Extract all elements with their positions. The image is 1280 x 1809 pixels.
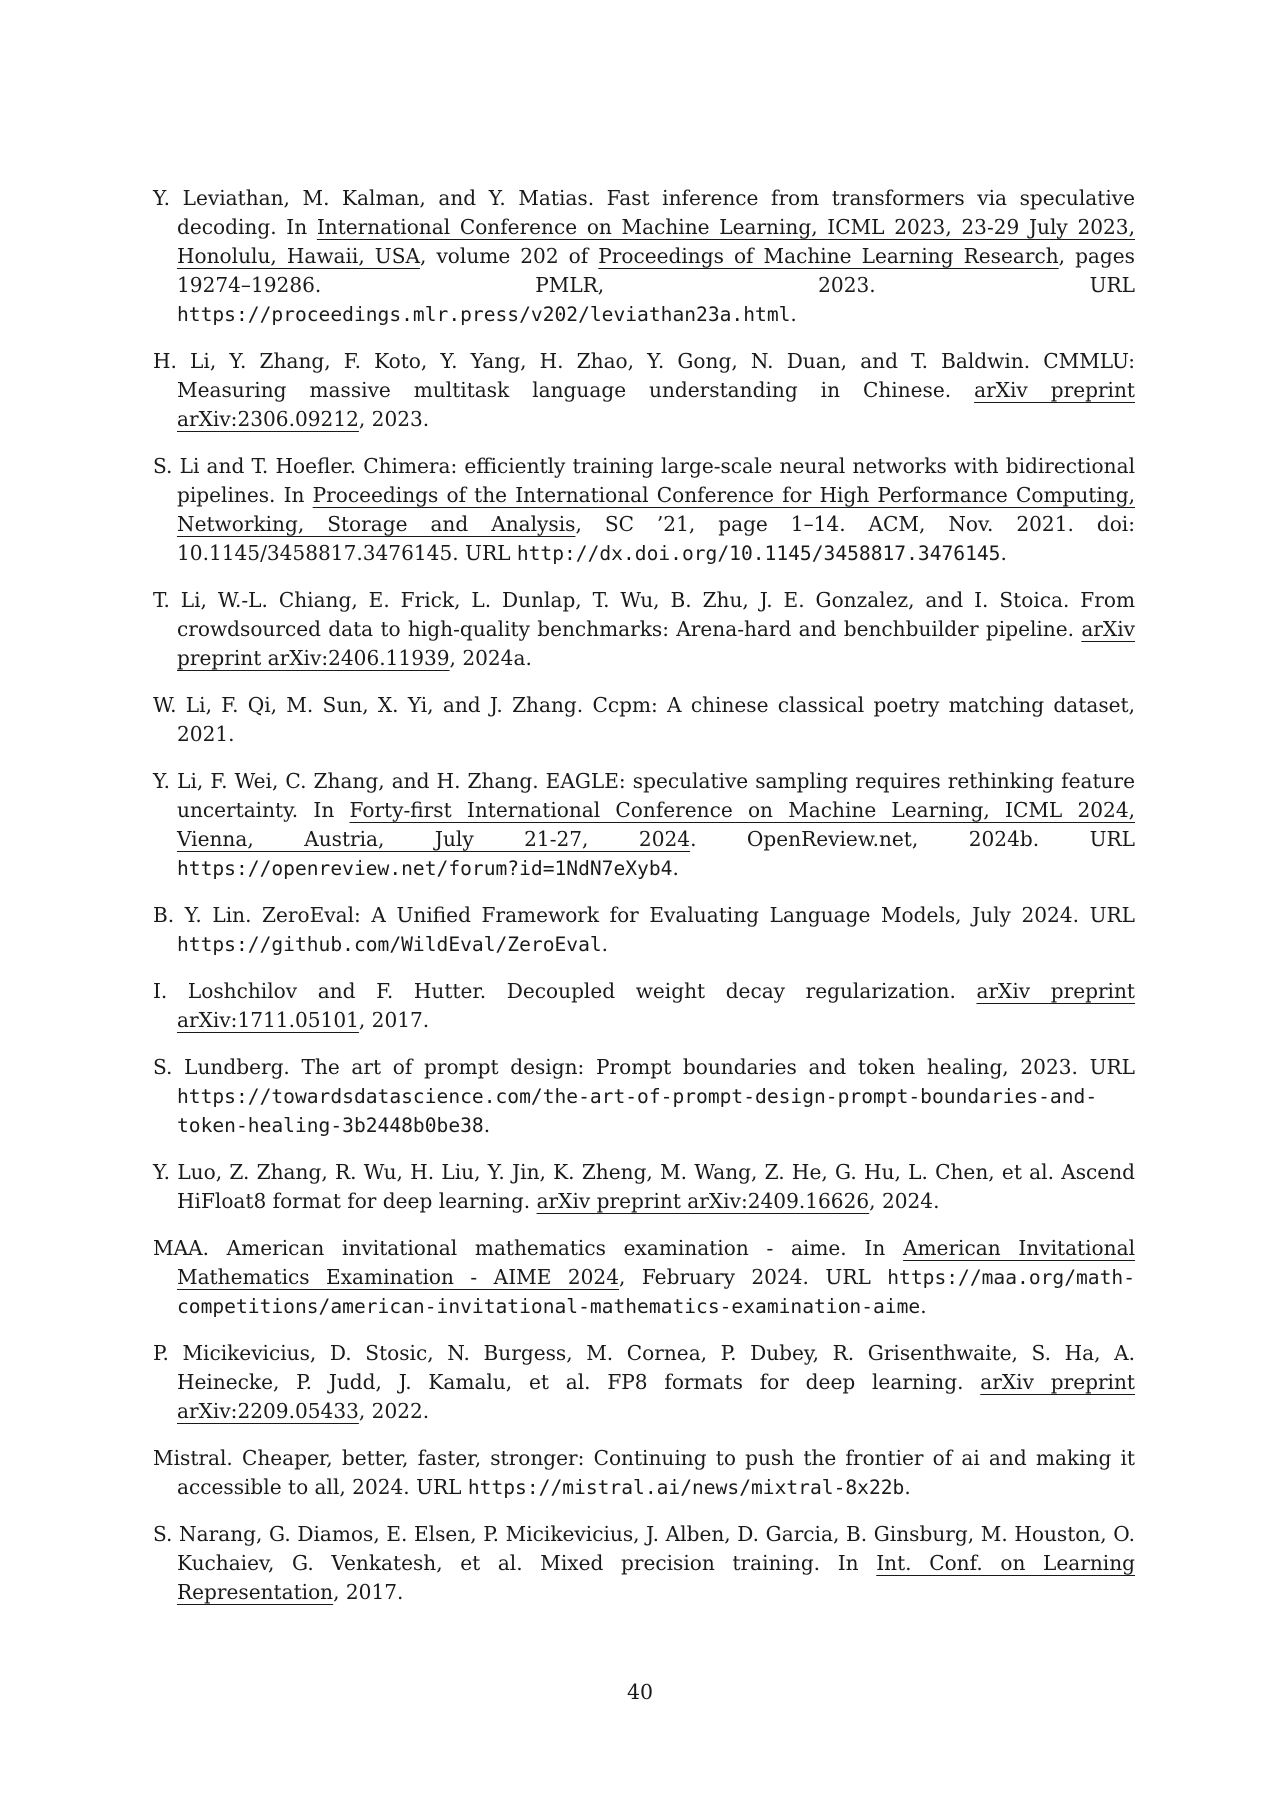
reference-text: S. Narang, G. Diamos, E. Elsen, P. Micikevicius, J. Alben, D. Garcia, B. Ginsburg, M. Houston, O. Kuchaiev, G. Venkatesh, et al. Mixed precision training. In: [153, 1522, 1135, 1575]
reference-text: , pages 19274–19286. PMLR, 2023. URL: [177, 244, 1135, 297]
reference-text: , 2024.: [869, 1189, 940, 1213]
venue-link[interactable]: Forty-first International Conference on Machine Learning, ICML 2024, Vienna, Austria, July 21-27, 2024: [177, 798, 1135, 851]
reference-text: S. Li and T. Hoefler. Chimera: efficiently training large-scale neural networks with bidirectional pipelines. In: [153, 454, 1135, 507]
venue-link[interactable]: American Invitational Mathematics Examination - AIME 2024: [177, 1236, 1136, 1289]
reference-entry: [153, 1444, 1135, 1502]
reference-text: Y. Li, F. Wei, C. Zhang, and H. Zhang. EAGLE: speculative sampling requires rethinking feature uncertainty. In: [153, 769, 1135, 822]
reference-text: .: [672, 856, 679, 880]
reference-list: [153, 184, 1135, 1625]
reference-text: .: [904, 1475, 911, 1499]
url-link[interactable]: https://maa.org/math-competitions/american-invitational-mathematics-examination-aime: [177, 1266, 1135, 1318]
venue-link[interactable]: International Conference on Machine Learning, ICML 2023, 23-29 July 2023, Honolulu, Hawaii, USA: [177, 215, 1135, 268]
reference-text: , 2022.: [358, 1399, 430, 1423]
reference-text: B. Y. Lin. ZeroEval: A Unified Framework for Evaluating Language Models, July 2024. URL: [153, 903, 1135, 927]
reference-entry: [153, 586, 1135, 673]
reference-text: , 2017.: [333, 1580, 404, 1604]
reference-entry: [153, 691, 1135, 749]
reference-text: .: [1000, 541, 1007, 565]
reference-text: Y. Luo, Z. Zhang, R. Wu, H. Liu, Y. Jin, K. Zheng, M. Wang, Z. He, G. Hu, L. Chen, et al. Ascend HiFloat8 format for deep learning.: [153, 1160, 1135, 1213]
reference-entry: [153, 767, 1135, 883]
reference-text: .: [790, 302, 797, 326]
reference-entry: [153, 184, 1135, 329]
reference-text: , February 2024. URL: [618, 1265, 888, 1289]
venue-link[interactable]: Int. Conf. on Learning Representation: [177, 1551, 1136, 1604]
reference-entry: [153, 1234, 1135, 1321]
venue-link[interactable]: Proceedings of the International Conference for High Performance Computing, Networking, Storage and Analysis: [177, 483, 1135, 536]
reference-text: , 2017.: [358, 1008, 430, 1032]
reference-text: , SC ’21, page 1–14. ACM, Nov. 2021. doi: 10.1145/3458817.3476145. URL: [177, 512, 1135, 565]
reference-text: S. Lundberg. The art of prompt design: Prompt boundaries and token healing, 2023. URL: [153, 1055, 1135, 1079]
reference-text: . OpenReview.net, 2024b. URL: [690, 827, 1135, 851]
venue-link[interactable]: arXiv preprint arXiv:2306.09212: [177, 378, 1135, 431]
reference-text: , volume 202 of: [420, 244, 599, 268]
reference-text: P. Micikevicius, D. Stosic, N. Burgess, M. Cornea, P. Dubey, R. Grisenthwaite, S. Ha, A. Heinecke, P. Judd, J. Kamalu, et al. FP8 formats for deep learning.: [153, 1341, 1135, 1394]
reference-entry: [153, 1158, 1135, 1216]
url-link[interactable]: https://openreview.net/forum?id=1NdN7eXyb4: [177, 857, 673, 880]
url-link[interactable]: https://github.com/WildEval/ZeroEval: [177, 933, 602, 956]
reference-text: I. Loshchilov and F. Hutter. Decoupled weight decay regularization.: [153, 979, 977, 1003]
reference-text: MAA. American invitational mathematics examination - aime. In: [153, 1236, 903, 1260]
url-link[interactable]: http://dx.doi.org/10.1145/3458817.3476145: [516, 542, 1001, 565]
venue-link[interactable]: arXiv preprint arXiv:2409.16626: [536, 1189, 870, 1213]
page-number: 40: [626, 1680, 654, 1704]
reference-entry: [153, 1520, 1135, 1607]
reference-entry: [153, 977, 1135, 1035]
venue-link[interactable]: arXiv preprint arXiv:1711.05101: [177, 979, 1136, 1032]
reference-text: H. Li, Y. Zhang, F. Koto, Y. Yang, H. Zhao, Y. Gong, N. Duan, and T. Baldwin. CMMLU: Measuring massive multitask language understanding in Chinese.: [153, 349, 1135, 402]
reference-entry: [153, 901, 1135, 959]
reference-entry: [153, 1339, 1135, 1426]
reference-text: .: [601, 932, 609, 956]
url-link[interactable]: https://towardsdatascience.com/the-art-of-prompt-design-prompt-boundaries-and-token-healing-3b2448b0be38: [177, 1085, 1098, 1137]
venue-link[interactable]: arXiv preprint arXiv:2209.05433: [177, 1370, 1136, 1423]
reference-text: T. Li, W.-L. Chiang, E. Frick, L. Dunlap, T. Wu, B. Zhu, J. E. Gonzalez, and I. Stoica. From crowdsourced data to high-quality benchmarks: Arena-hard and benchbuilder pipeline.: [153, 588, 1135, 641]
reference-entry: [153, 347, 1135, 434]
reference-text: Mistral. Cheaper, better, faster, stronger: Continuing to push the frontier of ai and making it accessible to all, 2024. URL: [153, 1446, 1135, 1499]
reference-entry: [153, 1053, 1135, 1140]
reference-text: , 2024a.: [449, 646, 532, 670]
reference-text: W. Li, F. Qi, M. Sun, X. Yi, and J. Zhang. Ccpm: A chinese classical poetry matching dataset, 2021.: [153, 693, 1135, 746]
url-link[interactable]: https://proceedings.mlr.press/v202/leviathan23a.html: [177, 303, 791, 326]
reference-text: .: [920, 1294, 927, 1318]
reference-text: .: [483, 1113, 491, 1137]
venue-link[interactable]: Proceedings of Machine Learning Research: [598, 244, 1059, 268]
reference-text: Y. Leviathan, M. Kalman, and Y. Matias. Fast inference from transformers via speculative decoding. In: [153, 186, 1135, 239]
url-link[interactable]: https://mistral.ai/news/mixtral-8x22b: [467, 1476, 905, 1499]
reference-text: , 2023.: [358, 407, 430, 431]
venue-link[interactable]: arXiv preprint arXiv:2406.11939: [177, 617, 1135, 670]
reference-entry: [153, 452, 1135, 568]
